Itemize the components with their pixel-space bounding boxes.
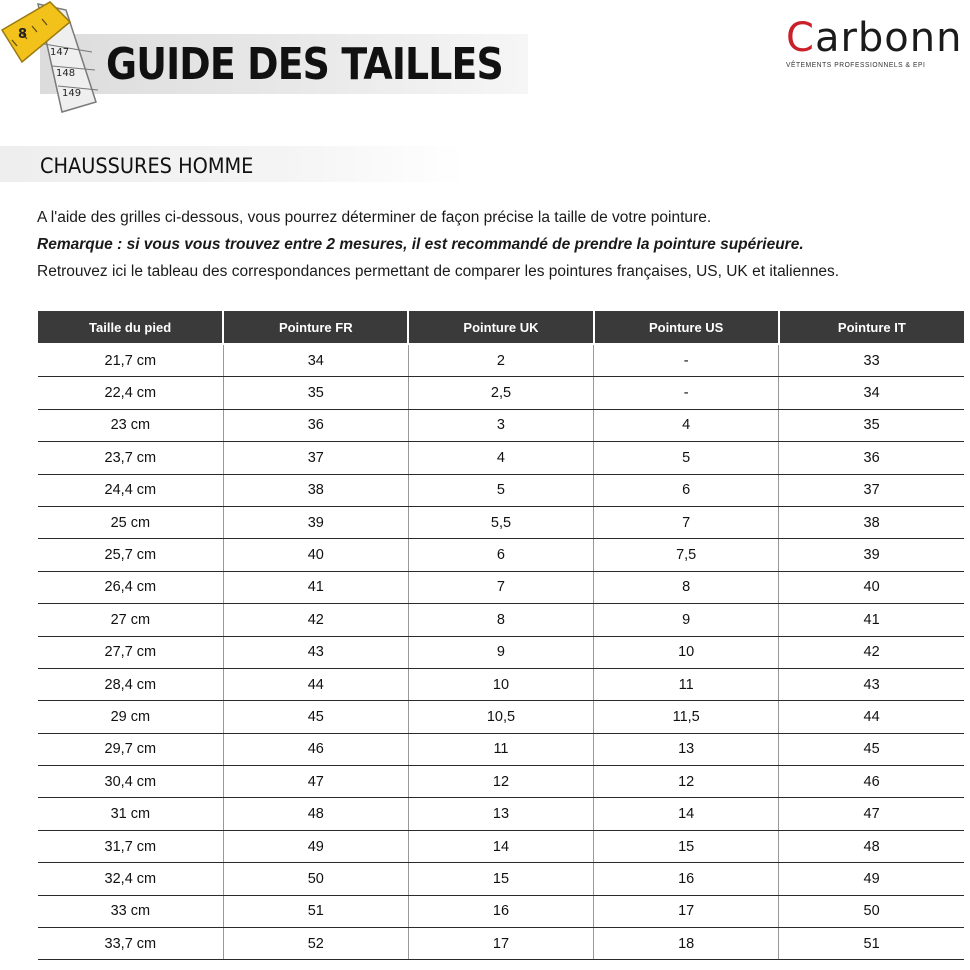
it-size-cell: 34: [779, 377, 964, 409]
it-size-cell: 40: [779, 571, 964, 603]
foot-size-cell: 25 cm: [38, 506, 223, 538]
brand-logo: [786, 16, 966, 69]
uk-size-cell: 16: [408, 895, 593, 927]
intro-line: A l'aide des grilles ci-dessous, vous pourrez déterminer de façon précise la taille de votre pointure.: [37, 209, 712, 226]
fr-size-cell: 50: [223, 863, 408, 895]
fr-size-cell: 49: [223, 830, 408, 862]
us-size-cell: -: [594, 377, 779, 409]
table-row: [38, 539, 964, 571]
it-size-cell: 50: [779, 895, 964, 927]
column-header-us: Pointure US: [594, 311, 779, 344]
table-row: [38, 377, 964, 409]
page-title: GUIDE DES TAILLES: [106, 39, 503, 90]
it-size-cell: 41: [779, 604, 964, 636]
us-size-cell: 17: [594, 895, 779, 927]
foot-size-cell: 21,7 cm: [38, 344, 223, 377]
it-size-cell: 33: [779, 344, 964, 377]
tape-number: 149: [62, 88, 82, 99]
foot-size-cell: 29 cm: [38, 701, 223, 733]
measuring-tape-icon: [0, 0, 110, 118]
brand-name-initial: C: [786, 15, 815, 61]
table-row: [38, 571, 964, 603]
us-size-cell: 13: [594, 733, 779, 765]
tape-number: 147: [50, 47, 70, 58]
foot-size-cell: 27,7 cm: [38, 636, 223, 668]
column-header-uk: Pointure UK: [408, 311, 593, 344]
column-header-it: Pointure IT: [779, 311, 964, 344]
it-size-cell: 37: [779, 474, 964, 506]
fr-size-cell: 37: [223, 442, 408, 474]
us-size-cell: 7,5: [594, 539, 779, 571]
table-header-row: [38, 311, 964, 344]
fr-size-cell: 48: [223, 798, 408, 830]
fr-size-cell: 52: [223, 928, 408, 960]
table-row: [38, 409, 964, 441]
us-size-cell: 11: [594, 668, 779, 700]
fr-size-cell: 43: [223, 636, 408, 668]
it-size-cell: 47: [779, 798, 964, 830]
us-size-cell: 9: [594, 604, 779, 636]
fr-size-cell: 38: [223, 474, 408, 506]
intro-text: [37, 204, 967, 285]
it-size-cell: 46: [779, 766, 964, 798]
it-size-cell: 51: [779, 928, 964, 960]
us-size-cell: 10: [594, 636, 779, 668]
table-row: [38, 895, 964, 927]
it-size-cell: 42: [779, 636, 964, 668]
us-size-cell: 8: [594, 571, 779, 603]
uk-size-cell: 13: [408, 798, 593, 830]
table-row: [38, 798, 964, 830]
tape-number: 148: [56, 68, 76, 79]
uk-size-cell: 3: [408, 409, 593, 441]
uk-size-cell: 8: [408, 604, 593, 636]
us-size-cell: 7: [594, 506, 779, 538]
fr-size-cell: 34: [223, 344, 408, 377]
table-row: [38, 701, 964, 733]
table-row: [38, 506, 964, 538]
foot-size-cell: 23 cm: [38, 409, 223, 441]
foot-size-cell: 25,7 cm: [38, 539, 223, 571]
table-row: [38, 636, 964, 668]
it-size-cell: 35: [779, 409, 964, 441]
uk-size-cell: 10,5: [408, 701, 593, 733]
uk-size-cell: 5,5: [408, 506, 593, 538]
fr-size-cell: 41: [223, 571, 408, 603]
uk-size-cell: 15: [408, 863, 593, 895]
us-size-cell: 4: [594, 409, 779, 441]
fr-size-cell: 44: [223, 668, 408, 700]
foot-size-cell: 31,7 cm: [38, 830, 223, 862]
column-header-foot-size: Taille du pied: [38, 311, 223, 344]
brand-name-rest: arbonn: [814, 15, 963, 61]
fr-size-cell: 40: [223, 539, 408, 571]
uk-size-cell: 12: [408, 766, 593, 798]
foot-size-cell: 23,7 cm: [38, 442, 223, 474]
fr-size-cell: 51: [223, 895, 408, 927]
table-row: [38, 766, 964, 798]
fr-size-cell: 35: [223, 377, 408, 409]
uk-size-cell: 14: [408, 830, 593, 862]
intro-remark: Remarque : si vous vous trouvez entre 2 mesures, il est recommandé de prendre la pointure supérieure.: [37, 236, 804, 253]
it-size-cell: 43: [779, 668, 964, 700]
foot-size-cell: 26,4 cm: [38, 571, 223, 603]
us-size-cell: 5: [594, 442, 779, 474]
table-row: [38, 733, 964, 765]
foot-size-cell: 29,7 cm: [38, 733, 223, 765]
us-size-cell: 18: [594, 928, 779, 960]
us-size-cell: 11,5: [594, 701, 779, 733]
uk-size-cell: 2: [408, 344, 593, 377]
foot-size-cell: 24,4 cm: [38, 474, 223, 506]
uk-size-cell: 6: [408, 539, 593, 571]
uk-size-cell: 11: [408, 733, 593, 765]
us-size-cell: 12: [594, 766, 779, 798]
uk-size-cell: 5: [408, 474, 593, 506]
us-size-cell: 16: [594, 863, 779, 895]
table-row: [38, 928, 964, 960]
fr-size-cell: 47: [223, 766, 408, 798]
us-size-cell: -: [594, 344, 779, 377]
uk-size-cell: 17: [408, 928, 593, 960]
uk-size-cell: 4: [408, 442, 593, 474]
fr-size-cell: 42: [223, 604, 408, 636]
fr-size-cell: 45: [223, 701, 408, 733]
tape-number: 8: [18, 27, 28, 42]
table-row: [38, 474, 964, 506]
foot-size-cell: 31 cm: [38, 798, 223, 830]
foot-size-cell: 33,7 cm: [38, 928, 223, 960]
intro-line: Retrouvez ici le tableau des correspondances permettant de comparer les pointures françaises, US, UK et italiennes.: [37, 263, 840, 280]
table-row: [38, 668, 964, 700]
it-size-cell: 49: [779, 863, 964, 895]
foot-size-cell: 30,4 cm: [38, 766, 223, 798]
foot-size-cell: 27 cm: [38, 604, 223, 636]
foot-size-cell: 32,4 cm: [38, 863, 223, 895]
uk-size-cell: 9: [408, 636, 593, 668]
foot-size-cell: 33 cm: [38, 895, 223, 927]
section-title: CHAUSSURES HOMME: [40, 154, 254, 178]
us-size-cell: 14: [594, 798, 779, 830]
it-size-cell: 39: [779, 539, 964, 571]
uk-size-cell: 7: [408, 571, 593, 603]
fr-size-cell: 46: [223, 733, 408, 765]
table-row: [38, 830, 964, 862]
column-header-fr: Pointure FR: [223, 311, 408, 344]
table-row: [38, 442, 964, 474]
it-size-cell: 36: [779, 442, 964, 474]
table-row: [38, 863, 964, 895]
us-size-cell: 15: [594, 830, 779, 862]
it-size-cell: 44: [779, 701, 964, 733]
size-table: [38, 311, 964, 960]
table-body: [38, 344, 964, 960]
fr-size-cell: 39: [223, 506, 408, 538]
brand-tagline: VÊTEMENTS PROFESSIONNELS & EPI: [786, 62, 926, 69]
fr-size-cell: 36: [223, 409, 408, 441]
it-size-cell: 45: [779, 733, 964, 765]
uk-size-cell: 10: [408, 668, 593, 700]
uk-size-cell: 2,5: [408, 377, 593, 409]
it-size-cell: 38: [779, 506, 964, 538]
foot-size-cell: 22,4 cm: [38, 377, 223, 409]
us-size-cell: 6: [594, 474, 779, 506]
brand-name: [786, 16, 966, 60]
table-row: [38, 604, 964, 636]
it-size-cell: 48: [779, 830, 964, 862]
table-row: [38, 344, 964, 377]
foot-size-cell: 28,4 cm: [38, 668, 223, 700]
